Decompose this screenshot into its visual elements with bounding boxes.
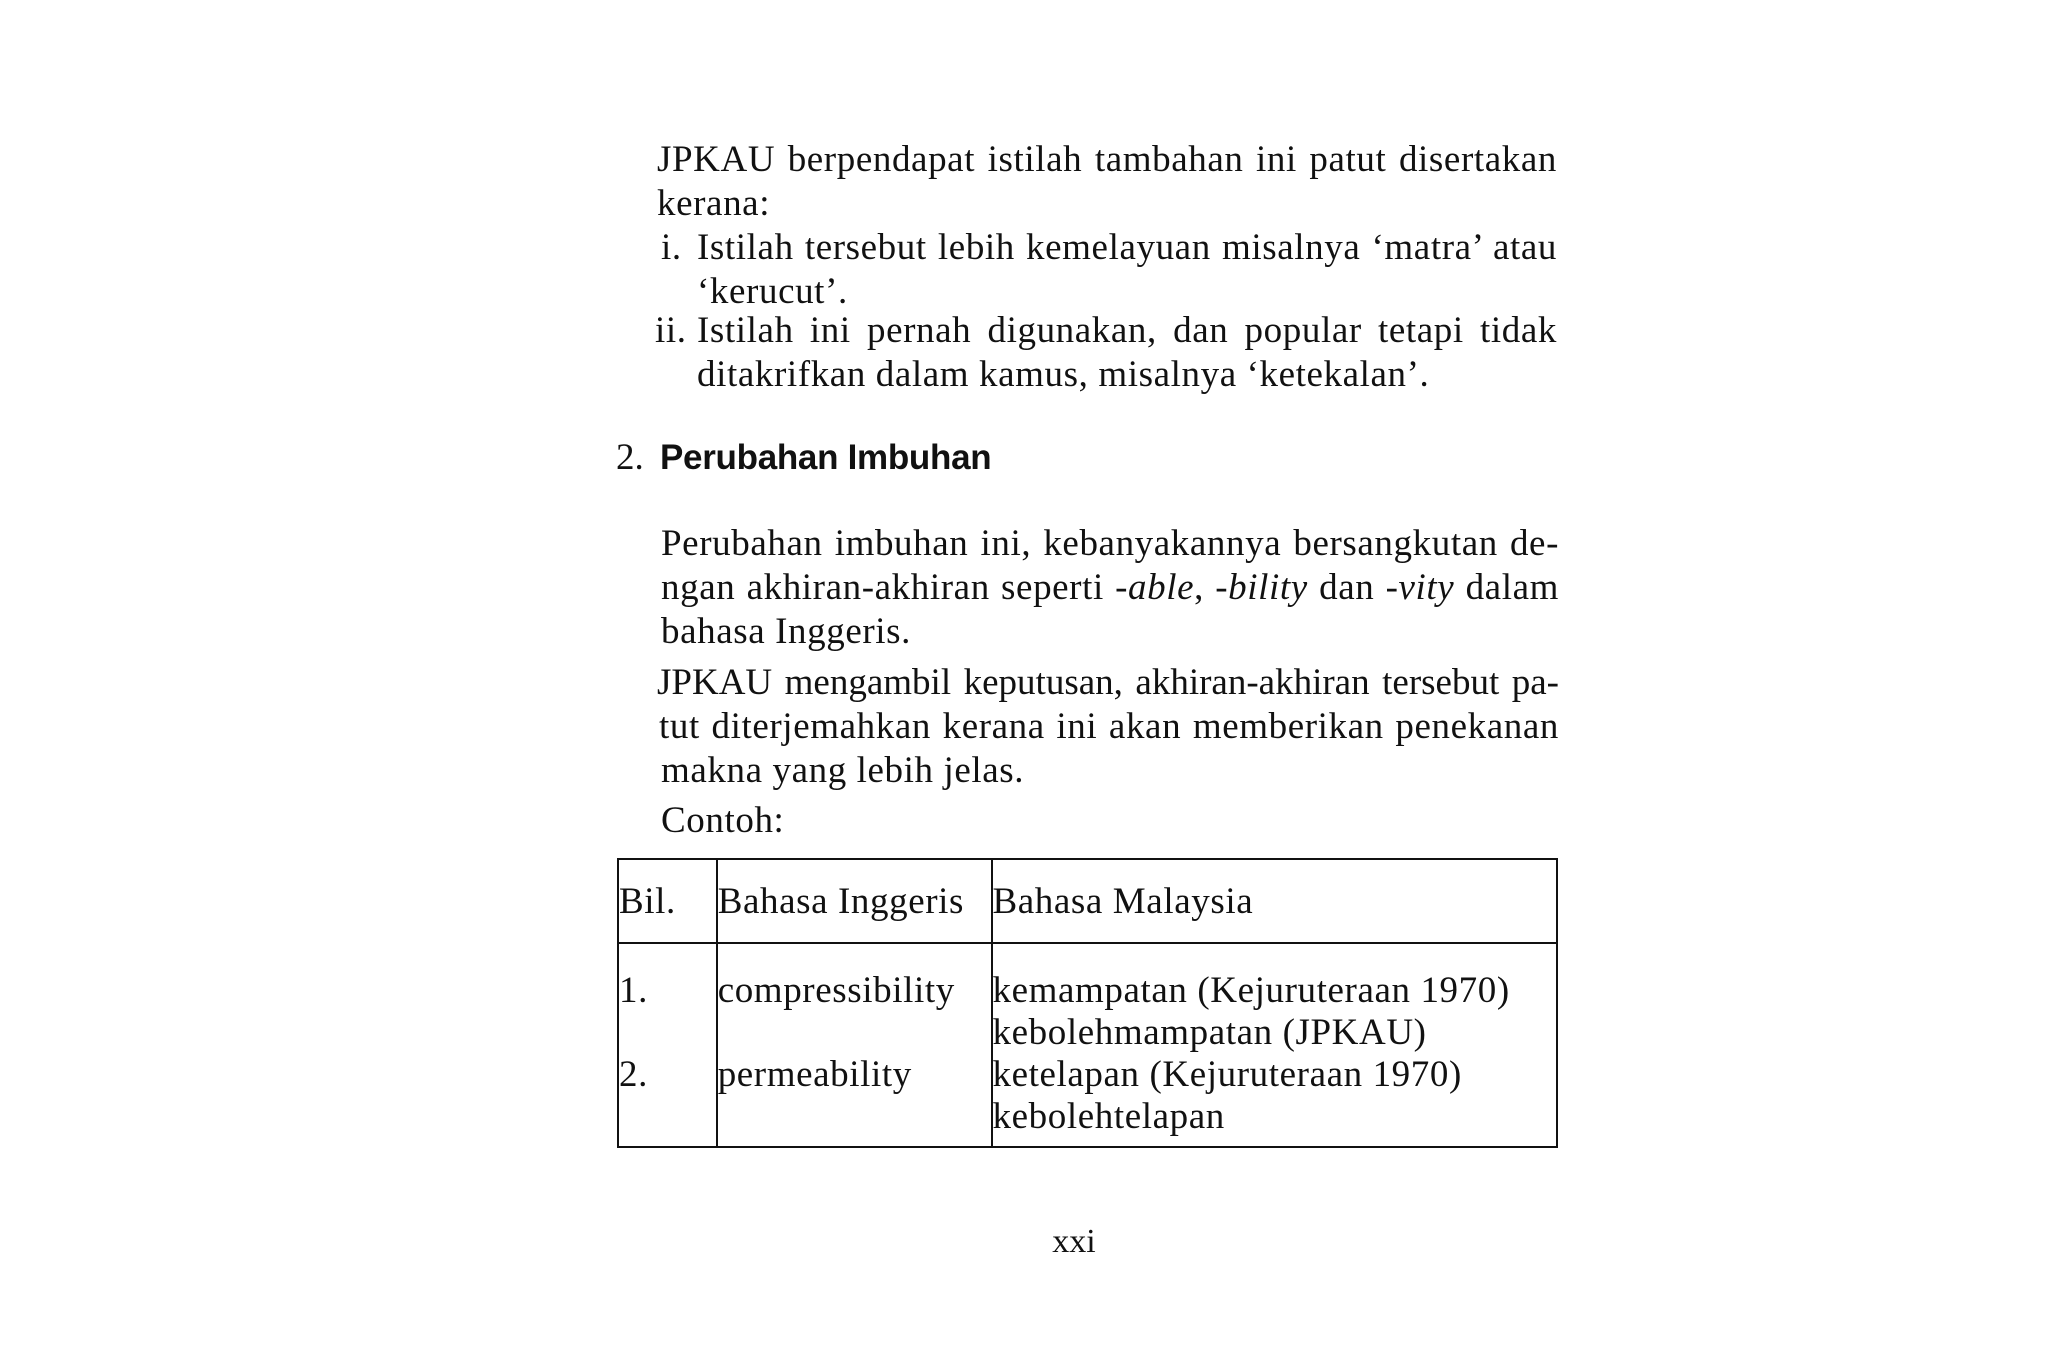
example-label: Contoh: [661,800,785,841]
malay-term: kebolehmampatan (JPKAU) [992,1012,1427,1053]
para1-text-c: dalam [1454,567,1559,608]
english-term: permeability [717,1054,912,1095]
list-marker-i: i. [661,227,682,268]
table-header-row [618,859,1557,943]
row-spacer [718,1012,991,1054]
section-title: Perubahan Imbuhan [660,438,992,477]
suffix-able: -able [1115,567,1195,608]
list-item-ii-line-1: Istilah ini pernah digunakan, dan popular tetapi tidak [697,310,1557,351]
terms-table [617,858,1558,1148]
para1-line-2 [661,566,1559,610]
section-number: 2. [616,437,644,478]
cell-english-terms [717,943,992,1147]
para1-text-b: dan [1307,567,1386,608]
para2-line-2: tut diterjemahkan kerana ini akan memberikan penekanan [659,706,1559,747]
para1-text-a: ngan akhiran-akhiran seperti [661,567,1116,608]
malay-term: kebolehtelapan [992,1096,1225,1137]
malay-term: kemampatan (Kejuruteraan 1970) [992,970,1510,1011]
row-spacer [619,1012,716,1054]
para2-line-3: makna yang lebih jelas. [661,750,1025,791]
list-item-i-line-2: ‘kerucut’. [697,271,848,312]
intro-line-2: kerana: [657,183,771,224]
list-marker-ii: ii. [655,310,687,351]
cell-numbers [618,943,717,1147]
row-spacer [718,1096,991,1138]
para2-line-1: JPKAU mengambil keputusan, akhiran-akhiran tersebut pa- [657,662,1559,703]
list-item-i-line-1: Istilah tersebut lebih kemelayuan misalnya ‘matra’ atau [697,227,1557,268]
suffix-vity: -vity [1385,567,1455,608]
header-malay: Bahasa Malaysia [992,859,1558,943]
header-bil: Bil. [618,859,717,943]
table-body-row [618,943,1557,1147]
cell-malay-terms [992,943,1558,1147]
english-term: compressibility [717,970,955,1011]
row-number: 2. [619,1054,648,1095]
row-number: 1. [619,970,648,1011]
malay-term: ketelapan (Kejuruteraan 1970) [992,1054,1462,1095]
para1-sep: , [1194,567,1216,608]
intro-line-1: JPKAU berpendapat istilah tambahan ini patut disertakan [657,139,1557,180]
header-english: Bahasa Inggeris [717,859,992,943]
para1-line-3: bahasa Inggeris. [661,611,912,652]
page-number: xxi [1052,1223,1096,1260]
suffix-bility: -bility [1215,567,1308,608]
list-item-ii-line-2: ditakrifkan dalam kamus, misalnya ‘ketekalan’. [697,354,1430,395]
row-spacer [619,1096,716,1138]
para1-line-1: Perubahan imbuhan ini, kebanyakannya bersangkutan de- [661,523,1559,564]
